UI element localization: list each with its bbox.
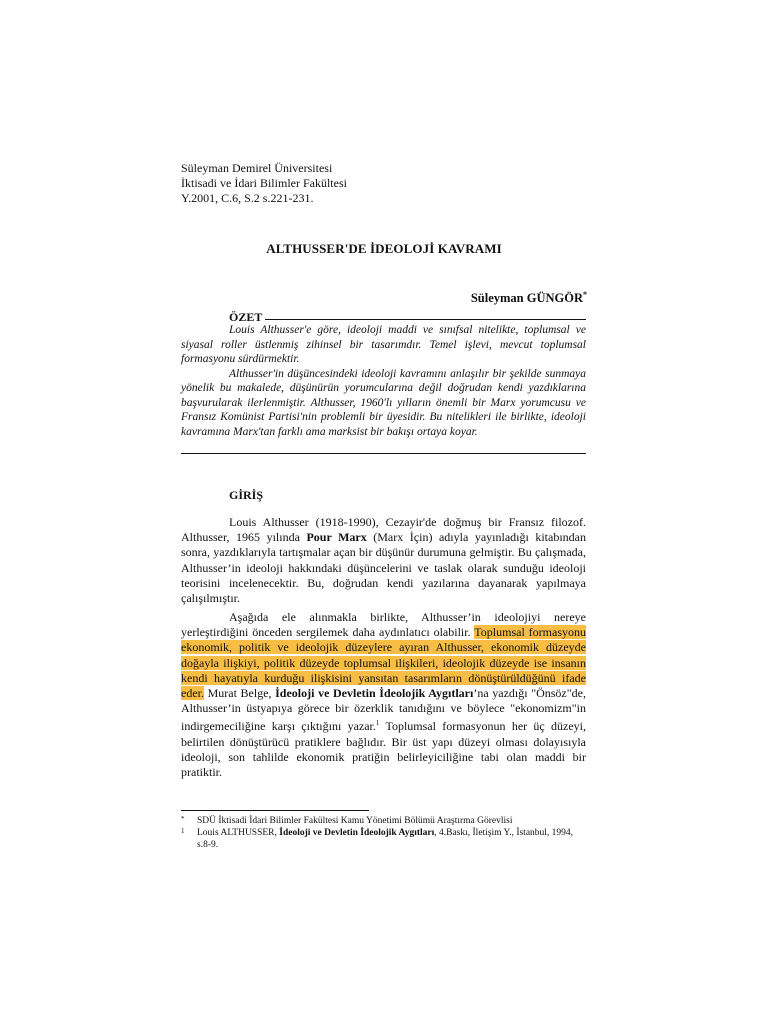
- body-paragraph-2: [181, 610, 586, 780]
- text-run: Aşağıda ele alınmakla birlikte, Althusser’in ideolojiyi nereye yerleştirdiğini önceden sergilemek daha aydınlatıcı olabilir.: [181, 610, 586, 640]
- article-title: ALTHUSSER'DE İDEOLOJİ KAVRAMI: [266, 241, 502, 256]
- footnote-text: Louis ALTHUSSER,: [197, 828, 280, 838]
- footnote-mark: *: [181, 815, 185, 823]
- footnote-text: , 4.Baskı, İletişim Y., İstanbul, 1994, s.8-9.: [197, 828, 574, 850]
- author-name: Süleyman GÜNGÖR: [470, 291, 583, 306]
- footnote-mark: 1: [181, 827, 185, 835]
- abstract-paragraph-2: Althusser'in düşüncesindeki ideoloji kavramını anlaşılır bir şekilde sunmaya yönelik bu makalede, düşünürün yorumcularına değil doğrudan kendi yazdıklarına başvurularak ilerlenmiştir. Althusser, 1960'lı yılların önemli bir Marx yorumcusu ve Fransız Komünist Partisi'nin problemli bir üyesidir. Bu nitelikleri ile birlikte, ideoloji kavramına Marx'tan farklı ama marksist bir bakışı ortaya koyar.: [181, 367, 586, 438]
- footnote-author: [181, 815, 586, 827]
- highlighted-text[interactable]: Toplumsal formasyonu ekonomik, politik ve ideolojik düzeylere ayıran Althusser, ekonomik düzeyde doğayla ilişkiyi, politik düzeyde toplumsal ilişkileri, ideolojik düzeyde ise insanın kendi hayatıyla kurduğu ilişkisini yansıtan tasarımların dönüştürüldüğünü ifade eder.: [181, 625, 587, 701]
- book-title-bold: İdeoloji ve Devletin İdeolojik Aygıtları: [275, 686, 474, 701]
- journal-info: [181, 161, 347, 206]
- text-run: Toplumsal formasyonun her üç düzeyi, belirtilen dönüştürücü pratiklere bağlıdır. Bir üst yapı düzeyi olması dolayısıyla ideoloji, son tahlilde ekonomik pratiğin belirleyiciliğine tabi olan maddi bir pratiktir.: [181, 719, 586, 780]
- journal-volume: Y.2001, C.6, S.2 s.221-231.: [181, 191, 314, 205]
- footnote-book-title: İdeoloji ve Devletin İdeolojik Aygıtları: [279, 828, 435, 838]
- abstract-label: ÖZET: [229, 310, 263, 324]
- footnote-ref-1[interactable]: 1: [375, 719, 380, 728]
- journal-faculty: İktisadi ve İdari Bilimler Fakültesi: [181, 176, 347, 190]
- journal-university: Süleyman Demirel Üniversitesi: [181, 161, 333, 175]
- footnote-text: SDÜ İktisadi İdari Bilimler Fakültesi Kamu Yönetimi Bölümü Araştırma Görevlisi: [197, 816, 513, 826]
- text-run: Louis Althusser (1918-1990), Cezayir'de doğmuş bir Fransız filozof. Althusser, 1965 yılında: [181, 515, 586, 545]
- footnotes: [181, 815, 586, 851]
- footnote-rule: [181, 810, 369, 811]
- section-heading: GİRİŞ: [229, 488, 264, 502]
- text-run: ’na yazdığı "Önsöz"de, Althusser’in üstyapıya görece bir özerklik tanıdığını ve böylece "ekonomizm"in indirgemeciliğine karşı çıktığını yazar.: [181, 686, 586, 734]
- author: [471, 290, 587, 306]
- paragraph: [181, 610, 586, 780]
- footnote-1: [181, 827, 586, 851]
- book-title-bold: Pour Marx: [306, 530, 367, 545]
- text-run: Murat Belge,: [204, 686, 276, 701]
- abstract-paragraph-1: Louis Althusser'e göre, ideoloji maddi ve sınıfsal nitelikte, toplumsal ve siyasal roller üstlenmiş zihinsel bir tasarımdır. Temel işlevi, mevcut toplumsal formasyonu sürdürmektir.: [181, 324, 586, 365]
- author-footnote-mark: *: [583, 290, 587, 299]
- body-paragraph-1: [181, 515, 586, 606]
- abstract-bottom-rule: [181, 453, 586, 454]
- text-run: (Marx İçin) adıyla yayınladığı kitabından sonra, yazdıklarıyla tartışmalar açan bir düşünür durumuna gelmiştir. Bu çalışmada, Althusser’in ideoloji hakkındaki düşüncelerini ve taslak olarak sunduğu ideoloji teorisini incelenecektir. Bu, doğrudan kendi yazılarına dayanarak yapılmaya çalışılmıştır.: [181, 530, 586, 606]
- abstract-header-rule: [265, 319, 586, 320]
- abstract: [181, 323, 586, 439]
- paragraph: [181, 515, 586, 606]
